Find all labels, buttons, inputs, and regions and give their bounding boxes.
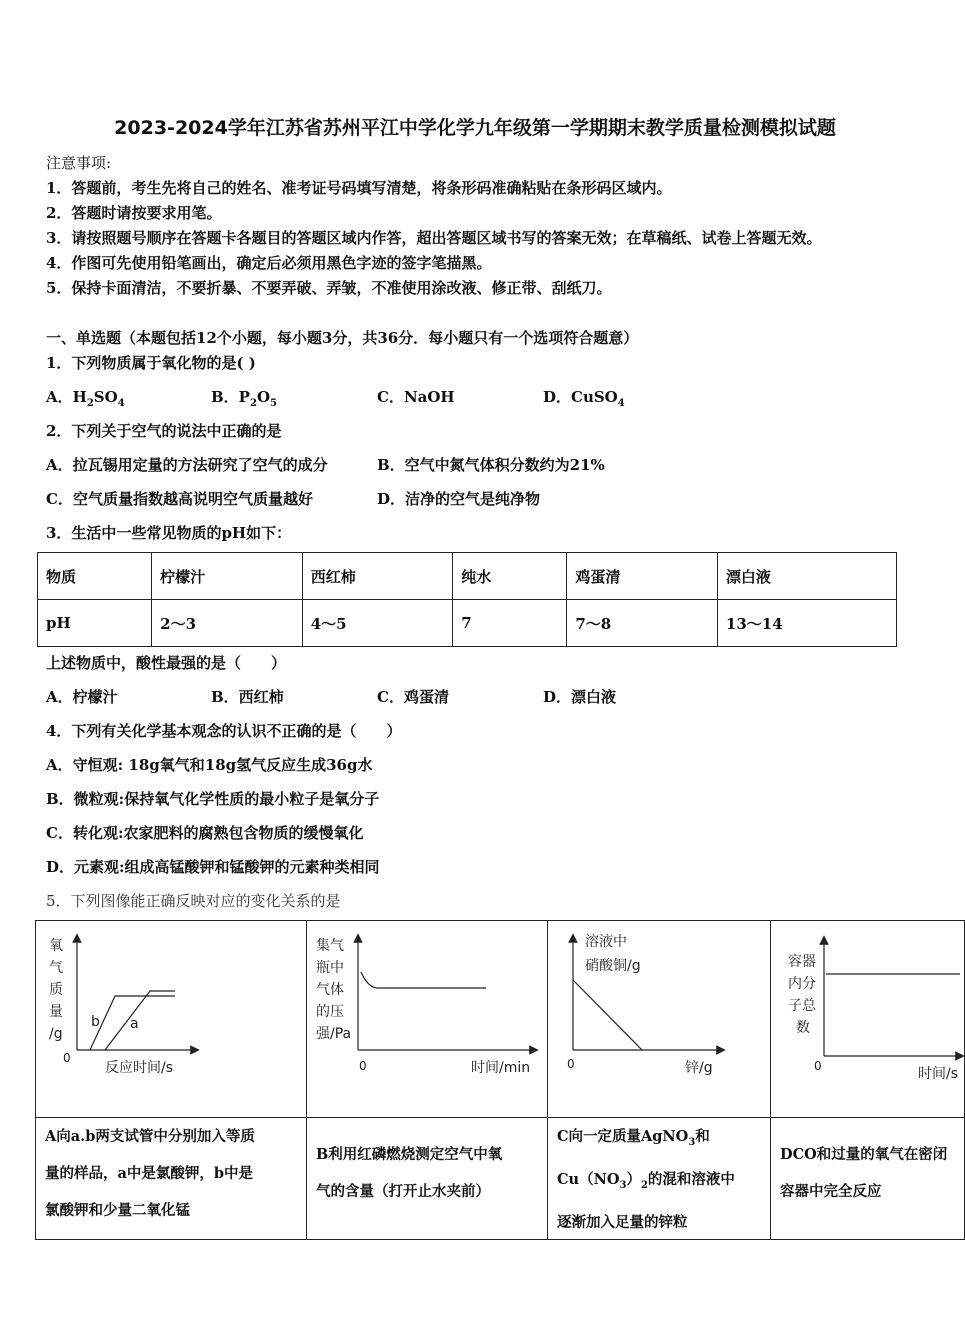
x-label: 时间/min [471,1060,531,1076]
y-label: /g [49,1026,63,1042]
y-label: 硝酸铜/g [585,958,641,974]
table-row [38,553,897,600]
x-label: 时间/s [918,1066,959,1082]
q3-option-b: B．西红柿 [211,688,284,706]
caption-b: B利用红磷燃烧测定空气中氧 气的含量（打开止水夹前） [316,1146,503,1200]
notice-item-1: 1．答题前，考生先将自己的姓名、准考证号码填写清楚，将条形码准确粘贴在条形码区域内。 [46,179,672,197]
q1-stem: 1．下列物质属于氧化物的是( ) [46,354,256,372]
q4-option-d: D．元素观:组成高锰酸钾和锰酸钾的元素种类相同 [46,858,380,876]
curve-a-label: a [130,1016,139,1032]
table-cell: 西红柿 [302,553,453,600]
q4-option-c: C．转化观:农家肥料的腐熟包含物质的缓慢氧化 [46,824,364,842]
notice-item-2: 2．答题时请按要求用笔。 [46,204,222,222]
exam-title: 2023-2024学年江苏省苏州平江中学化学九年级第一学期期末教学质量检测模拟试题 [114,117,836,139]
origin-label: 0 [63,1051,71,1065]
q3-option-a: A．柠檬汁 [46,688,118,706]
notice-item-5: 5．保持卡面清洁，不要折暴、不要弄破、弄皱，不准使用涂改液、修正带、刮纸刀。 [46,279,612,297]
q3-option-d: D．漂白液 [543,688,617,706]
x-label: 反应时间/s [105,1060,174,1076]
origin-label: 0 [814,1059,822,1073]
graph-d [770,920,965,1118]
y-label: 的压 [316,1004,344,1020]
caption-c: C向一定质量AgNO$_3$和 $Cu(NO_3)_2$的混和溶液中 逐渐加入足量的锌粒 [557,1128,735,1231]
q2-stem: 2．下列关于空气的说法中正确的是 [46,422,282,440]
caption-d: DCO和过量的氧气在密闭 容器中完全反应 [780,1146,948,1200]
x-label: 锌/g [685,1060,713,1076]
curve-a [105,991,175,1050]
table-cell: 7～8 [567,600,718,647]
graph-b [306,920,548,1118]
q2-option-c: C．空气质量指数越高说明空气质量越好 [46,490,313,508]
table-cell: 柠檬汁 [152,553,303,600]
section-heading: 一、单选题（本题包括12个小题，每小题3分，共36分．每小题只有一个选项符合题意） [46,329,639,347]
q1-option-b: B．$P_2O_5$ [211,388,277,409]
table-cell: 纯水 [453,553,567,600]
origin-label: 0 [567,1057,575,1071]
q1-option-c: C．NaOH [377,388,455,406]
notice-heading: 注意事项: [46,154,112,172]
origin-label: 0 [359,1059,367,1073]
q2-option-d: D．洁净的空气是纯净物 [377,490,541,508]
q4-option-a: A．守恒观: 18g氧气和18g氢气反应生成36g水 [46,756,373,774]
q3-option-c: C．鸡蛋清 [377,688,449,706]
table-cell: 鸡蛋清 [567,553,718,600]
q4-option-b: B．微粒观:保持氧气化学性质的最小粒子是氧分子 [46,790,380,808]
y-label: 集气 [316,938,344,954]
ph-table [37,552,897,647]
q1-option-a: A．$H_2SO_4$ [46,388,125,409]
y-label: 数 [796,1020,810,1036]
table-cell: 2～3 [152,600,303,647]
q4-stem: 4．下列有关化学基本观念的认识不正确的是（ ） [46,722,402,740]
caption-a: A向a.b两支试管中分别加入等质 量的样品，a中是氯酸钾，b中是 氯酸钾和少量二氧化锰 [45,1128,255,1219]
table-cell: 物质 [38,553,152,600]
y-label: 容器 [788,954,816,970]
y-label: 子总 [788,998,816,1014]
y-label: 气体 [316,982,344,998]
y-label: 气 [49,960,63,976]
q1-option-d: D．CuSO$_4$ [543,388,625,409]
q3-ask: 上述物质中，酸性最强的是（ ） [46,654,287,672]
y-label: 瓶中 [316,960,344,976]
q5-stem: 5．下列图像能正确反映对应的变化关系的是 [46,892,341,910]
table-cell: pH [38,600,152,647]
copper-nitrate-line [573,980,642,1050]
y-label: 氧 [49,938,63,954]
y-label: 强/Pa [316,1026,352,1042]
table-cell: 7 [453,600,567,647]
graph-a [35,920,307,1118]
table-cell: 13～14 [717,600,896,647]
y-label: 质 [49,982,63,998]
table-cell: 4～5 [302,600,453,647]
q3-stem: 3．生活中一些常见物质的pH如下： [46,524,292,542]
y-label: 量 [49,1004,63,1020]
table-cell: 漂白液 [717,553,896,600]
q5-graph-grid [35,920,965,1240]
curve-b-label: b [91,1014,100,1030]
y-label: 内分 [788,976,816,992]
notice-item-4: 4．作图可先使用铅笔画出，确定后必须用黑色字迹的签字笔描黑。 [46,254,492,272]
q2-option-b: B．空气中氮气体积分数约为21% [377,456,605,474]
graph-c [547,920,771,1118]
q2-option-a: A．拉瓦锡用定量的方法研究了空气的成分 [46,456,328,474]
table-row [38,600,897,647]
pressure-curve [361,972,486,988]
notice-item-3: 3．请按照题号顺序在答题卡各题目的答题区域内作答，超出答题区域书写的答案无效；在草稿纸、试卷上答题无效。 [46,229,822,247]
y-label: 溶液中 [585,934,627,950]
